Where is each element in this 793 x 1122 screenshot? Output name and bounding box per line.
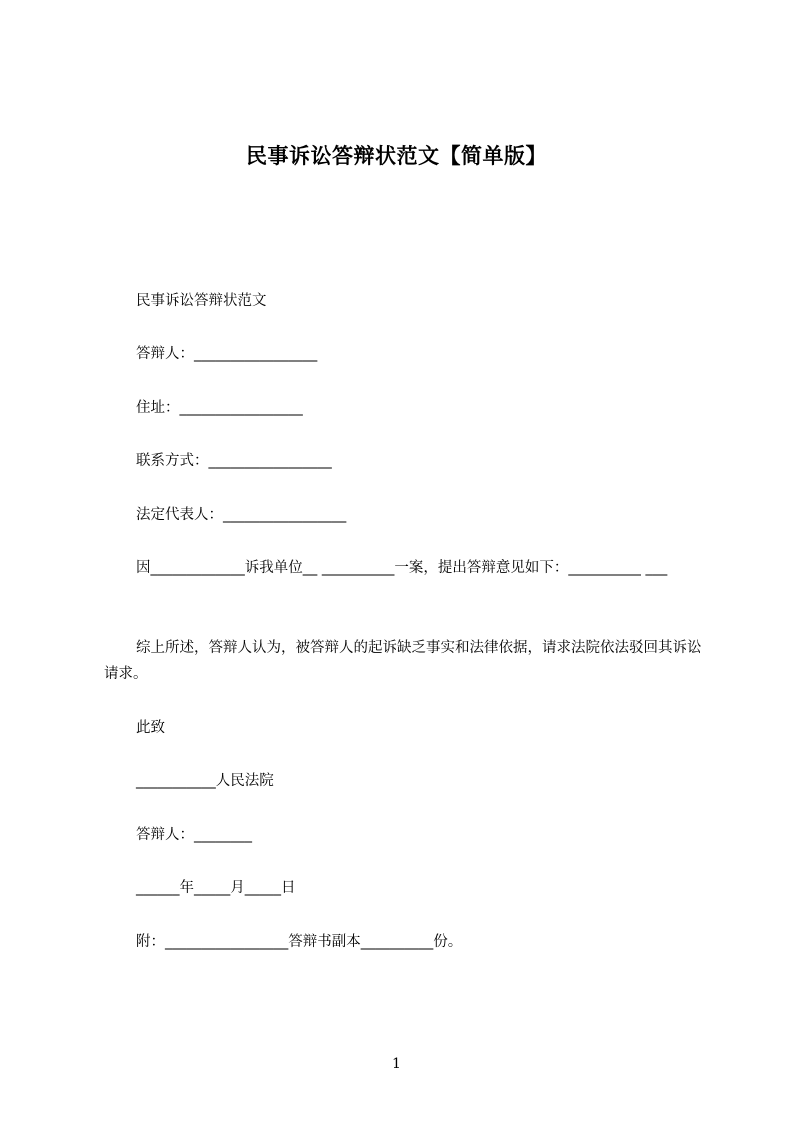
respondent-field: 答辩人：_________________: [136, 346, 318, 362]
address-field: 住址：_________________: [136, 400, 303, 416]
signature-field: 答辩人：________: [136, 827, 252, 843]
court-name-field: ___________人民法院: [136, 773, 274, 789]
document-subtitle: 民事诉讼答辩状范文: [136, 293, 267, 309]
case-statement: 因_____________诉我单位__ __________一案，提出答辩意见如下：__________ ___: [136, 560, 668, 576]
attachment-field: 附：_________________答辩书副本__________份。: [136, 934, 463, 950]
salutation: 此致: [136, 720, 165, 736]
conclusion-paragraph: 综上所述，答辩人认为，被答辩人的起诉缺乏事实和法律依据，请求法院依法驳回其诉讼请求。: [104, 640, 702, 682]
date-field: ______年_____月_____日: [136, 880, 296, 896]
legal-representative-field: 法定代表人：_________________: [136, 507, 347, 523]
page-title: 民事诉讼答辩状范文【简单版】: [246, 144, 547, 168]
page-number: 1: [392, 1056, 401, 1072]
contact-field: 联系方式：_________________: [136, 453, 332, 469]
